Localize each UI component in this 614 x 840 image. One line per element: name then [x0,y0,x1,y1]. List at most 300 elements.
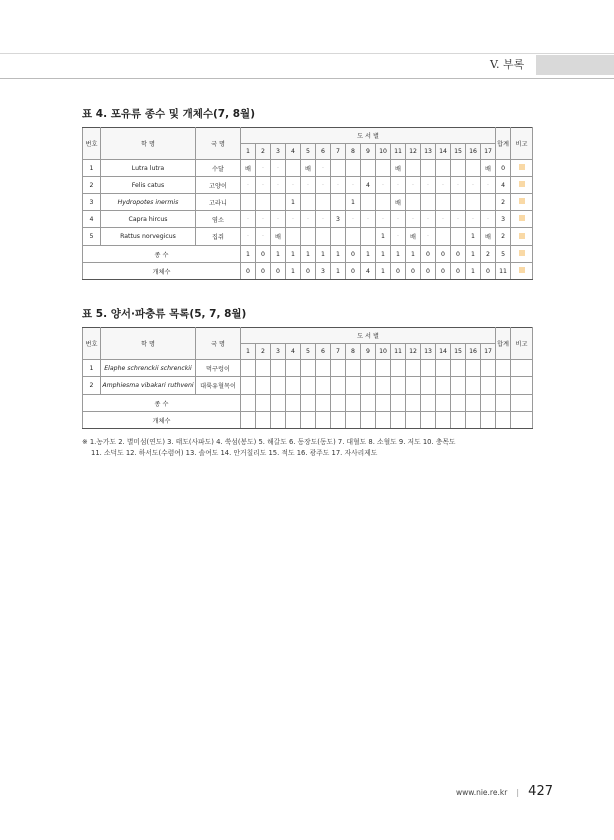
island-cell: 1 [466,228,481,246]
island-number: 14 [436,344,451,360]
island-cell [316,228,331,246]
island-cell: 1 [331,263,346,280]
island-cell: · [256,177,271,194]
island-cell [346,395,361,412]
total-cell: 5 [496,246,511,263]
island-cell [271,412,286,429]
island-cell [451,194,466,211]
island-cell [271,194,286,211]
table5-title: 표 5. 양서·파충류 목록(5, 7, 8월) [82,308,247,320]
note-cell [511,377,533,395]
scientific-name: Amphiesma vibakari ruthveni [101,377,196,395]
island-cell: 0 [256,263,271,280]
header-no: 번호 [83,128,101,160]
island-cell [256,395,271,412]
island-cell: 2 [481,246,496,263]
header-note: 비고 [511,128,533,160]
island-cell: 0 [346,246,361,263]
island-cell: 1 [286,263,301,280]
korean-name: 집쥐 [196,228,241,246]
island-cell: · [466,211,481,228]
island-cell [316,360,331,377]
island-cell [376,412,391,429]
row-number: 3 [83,194,101,211]
note-cell [511,412,533,429]
island-cell [451,360,466,377]
header-note: 비고 [511,328,533,360]
island-cell [481,360,496,377]
island-cell: · [451,177,466,194]
korean-name: 고라니 [196,194,241,211]
island-number: 8 [346,344,361,360]
island-cell [436,160,451,177]
island-number: 17 [481,144,496,160]
island-cell: · [241,211,256,228]
island-cell [376,360,391,377]
island-number: 9 [361,344,376,360]
island-cell [301,228,316,246]
total-cell [496,377,511,395]
island-cell: 1 [376,246,391,263]
island-cell: 1 [271,246,286,263]
island-cell [406,412,421,429]
island-cell [466,395,481,412]
island-cell: · [331,177,346,194]
island-cell [331,160,346,177]
korean-name: 대륙유혈목이 [196,377,241,395]
island-cell [451,228,466,246]
note-cell [511,194,533,211]
island-cell: · [301,211,316,228]
island-cell: 0 [406,263,421,280]
header-korean-name: 국 명 [196,128,241,160]
island-number: 7 [331,344,346,360]
island-cell [331,395,346,412]
total-cell: 4 [496,177,511,194]
scientific-name: Lutra lutra [101,160,196,177]
island-cell: · [241,228,256,246]
section-tab [536,55,614,75]
island-cell [436,395,451,412]
table-row [83,177,533,194]
island-cell: 1 [346,194,361,211]
island-number: 6 [316,144,331,160]
island-cell [316,377,331,395]
island-cell: · [316,160,331,177]
total-cell: 0 [496,160,511,177]
table-row [83,160,533,177]
island-cell [346,160,361,177]
island-cell [361,360,376,377]
island-number: 13 [421,144,436,160]
header-korean-name: 국 명 [196,328,241,360]
island-number: 10 [376,144,391,160]
island-number: 12 [406,144,421,160]
island-number: 15 [451,344,466,360]
note-marker-icon [519,181,525,187]
total-cell: 11 [496,263,511,280]
island-cell: 1 [331,246,346,263]
island-cell [271,395,286,412]
island-cell [361,412,376,429]
island-cell [391,412,406,429]
island-number: 11 [391,344,406,360]
island-cell [481,412,496,429]
island-cell [436,194,451,211]
island-number: 12 [406,344,421,360]
island-cell: 배 [241,160,256,177]
island-number: 1 [241,344,256,360]
island-cell: · [391,228,406,246]
island-cell: 0 [481,263,496,280]
row-number: 1 [83,160,101,177]
island-number: 3 [271,344,286,360]
island-cell [466,377,481,395]
island-cell [466,360,481,377]
island-cell: 배 [391,160,406,177]
island-cell [361,194,376,211]
island-cell: 0 [451,246,466,263]
island-cell: 3 [331,211,346,228]
footer-separator: | [516,788,520,797]
island-cell: 1 [241,246,256,263]
island-cell [316,412,331,429]
island-cell [451,377,466,395]
island-cell: · [376,211,391,228]
note-marker-icon [519,215,525,221]
row-number: 4 [83,211,101,228]
island-cell: · [421,177,436,194]
note-cell [511,211,533,228]
total-cell [496,360,511,377]
island-cell [421,395,436,412]
island-cell: · [421,211,436,228]
island-cell: · [436,177,451,194]
island-number: 7 [331,144,346,160]
island-cell [331,360,346,377]
island-cell [451,395,466,412]
island-cell [241,194,256,211]
island-cell [256,377,271,395]
total-cell [496,412,511,429]
species-count-row [83,395,533,412]
island-cell: · [406,211,421,228]
island-cell [436,228,451,246]
island-cell: 0 [271,263,286,280]
island-cell [481,194,496,211]
header-rule [0,78,614,79]
island-cell: 배 [406,228,421,246]
korean-name: 고양이 [196,177,241,194]
island-cell [436,360,451,377]
total-cell [496,395,511,412]
island-cell [361,160,376,177]
row-number: 2 [83,377,101,395]
scientific-name: Capra hircus [101,211,196,228]
island-cell: 배 [391,194,406,211]
note-marker-icon [519,267,525,273]
island-number: 4 [286,344,301,360]
section-label: V. 부록 [490,58,525,71]
island-number: 8 [346,144,361,160]
island-cell: · [316,211,331,228]
island-cell [406,160,421,177]
island-cell [271,377,286,395]
korean-name: 수달 [196,160,241,177]
island-cell [271,360,286,377]
island-cell: · [346,177,361,194]
island-cell [301,412,316,429]
island-cell: · [376,177,391,194]
island-number: 2 [256,144,271,160]
note-cell [511,177,533,194]
island-cell: · [241,177,256,194]
island-cell: · [316,177,331,194]
island-cell [301,395,316,412]
island-cell [406,377,421,395]
island-cell [346,360,361,377]
island-cell [331,194,346,211]
island-cell: 1 [316,246,331,263]
island-cell [406,360,421,377]
row-number: 2 [83,177,101,194]
island-cell [346,228,361,246]
island-legend-note [82,437,542,459]
island-cell [421,412,436,429]
island-cell [391,377,406,395]
header-islands: 도 서 별 [241,328,496,344]
scientific-name: Hydropotes inermis [101,194,196,211]
island-cell: · [301,177,316,194]
island-cell [256,194,271,211]
island-cell: 0 [256,246,271,263]
summary-label: 개체수 [83,263,241,280]
island-cell: · [361,211,376,228]
island-cell: 배 [481,160,496,177]
header-total: 합계 [496,328,511,360]
island-cell [301,194,316,211]
island-number: 9 [361,144,376,160]
island-cell: · [256,228,271,246]
island-cell [391,395,406,412]
island-cell [391,360,406,377]
note-marker-icon [519,198,525,204]
island-cell: · [271,160,286,177]
island-number: 14 [436,144,451,160]
row-number: 5 [83,228,101,246]
island-cell [286,228,301,246]
island-cell: · [271,211,286,228]
note-cell [511,228,533,246]
island-number: 11 [391,144,406,160]
summary-label: 종 수 [83,246,241,263]
island-cell [436,377,451,395]
island-cell: · [421,228,436,246]
island-cell [376,194,391,211]
island-number: 5 [301,344,316,360]
island-cell: 1 [376,263,391,280]
header-total: 합계 [496,128,511,160]
individual-count-row [83,263,533,280]
island-number: 16 [466,144,481,160]
korean-name: 먹구렁이 [196,360,241,377]
note-cell [511,360,533,377]
island-cell [376,377,391,395]
island-cell: · [406,177,421,194]
island-cell: · [481,211,496,228]
note-marker-icon [519,250,525,256]
summary-label: 종 수 [83,395,241,412]
island-number: 17 [481,344,496,360]
page-number: 427 [528,784,553,799]
island-cell: 0 [301,263,316,280]
top-rule [0,53,614,54]
individual-count-row [83,412,533,429]
note-marker-icon [519,233,525,239]
island-cell: 배 [271,228,286,246]
island-cell [451,412,466,429]
island-cell: · [481,177,496,194]
island-cell [421,160,436,177]
island-cell: 1 [361,246,376,263]
note-line-2: 11. 소덕도 12. 하서도(수렴여) 13. 솔여도 14. 안거칠리도 15. 적도 16. 광주도 17. 자사리제도 [91,449,378,457]
total-cell: 3 [496,211,511,228]
note-cell [511,395,533,412]
island-cell: 0 [436,263,451,280]
island-cell [241,412,256,429]
island-cell: 0 [241,263,256,280]
table-row [83,194,533,211]
island-cell: 0 [451,263,466,280]
island-cell [466,194,481,211]
korean-name: 염소 [196,211,241,228]
island-cell [286,395,301,412]
footer-site: www.nie.re.kr [456,788,508,797]
herptile-table [82,327,533,429]
page-footer [456,780,553,799]
island-cell [241,395,256,412]
island-cell: · [436,211,451,228]
table4-title: 표 4. 포유류 종수 및 개체수(7, 8월) [82,108,255,120]
island-cell: · [286,211,301,228]
header-scientific-name: 학 명 [101,128,196,160]
island-cell [286,377,301,395]
island-cell: 4 [361,177,376,194]
island-cell [241,360,256,377]
island-cell: · [391,211,406,228]
header-islands: 도 서 별 [241,128,496,144]
island-cell: 0 [391,263,406,280]
island-cell [406,194,421,211]
island-cell [256,412,271,429]
island-cell: 1 [301,246,316,263]
note-marker-icon [519,164,525,170]
island-cell: 4 [361,263,376,280]
island-cell [466,412,481,429]
island-cell [436,412,451,429]
island-cell [316,194,331,211]
note-line-1: ※ 1.농가도 2. 별미섬(연도) 3. 태도(사파도) 4. 쑥섬(봉도) 5. 해갈도 6. 동장도(동도) 7. 대혈도 8. 소혈도 9. 저도 10. 충목도 [82,438,456,446]
island-cell: 1 [286,194,301,211]
island-cell [346,412,361,429]
island-cell: 1 [466,246,481,263]
island-cell [331,412,346,429]
island-cell [361,228,376,246]
island-number: 6 [316,344,331,360]
note-cell [511,246,533,263]
island-cell: 1 [376,228,391,246]
table-row [83,211,533,228]
island-cell: 배 [481,228,496,246]
island-cell: 1 [286,246,301,263]
island-cell [361,377,376,395]
table-header-row [83,328,533,344]
island-cell [451,160,466,177]
island-cell: · [466,177,481,194]
island-cell: 0 [421,246,436,263]
island-cell: · [256,211,271,228]
island-cell [466,160,481,177]
island-cell [241,377,256,395]
island-cell: 1 [406,246,421,263]
island-cell: 0 [346,263,361,280]
island-number: 5 [301,144,316,160]
island-cell [301,377,316,395]
species-count-row [83,246,533,263]
scientific-name: Elaphe schrenckii schrenckii [101,360,196,377]
island-cell [421,377,436,395]
row-number: 1 [83,360,101,377]
island-cell [481,377,496,395]
scientific-name: Rattus norvegicus [101,228,196,246]
island-cell [256,360,271,377]
island-cell [346,377,361,395]
island-number: 4 [286,144,301,160]
island-cell: 1 [466,263,481,280]
island-cell [301,360,316,377]
table-row [83,228,533,246]
island-cell [286,412,301,429]
mammal-table [82,127,533,280]
table-header-row [83,128,533,144]
island-cell [331,228,346,246]
island-cell [316,395,331,412]
island-number: 10 [376,344,391,360]
island-cell [481,395,496,412]
island-cell: · [391,177,406,194]
island-cell [421,360,436,377]
island-cell [406,395,421,412]
island-cell: · [346,211,361,228]
summary-label: 개체수 [83,412,241,429]
header-no: 번호 [83,328,101,360]
island-number: 1 [241,144,256,160]
island-cell: · [271,177,286,194]
island-cell: 배 [301,160,316,177]
island-cell [421,194,436,211]
island-cell [286,160,301,177]
table-row [83,360,533,377]
island-cell: · [256,160,271,177]
island-cell: 0 [436,246,451,263]
island-cell [286,360,301,377]
total-cell: 2 [496,228,511,246]
scientific-name: Felis catus [101,177,196,194]
island-cell: · [451,211,466,228]
island-number: 2 [256,344,271,360]
island-number: 15 [451,144,466,160]
island-number: 13 [421,344,436,360]
